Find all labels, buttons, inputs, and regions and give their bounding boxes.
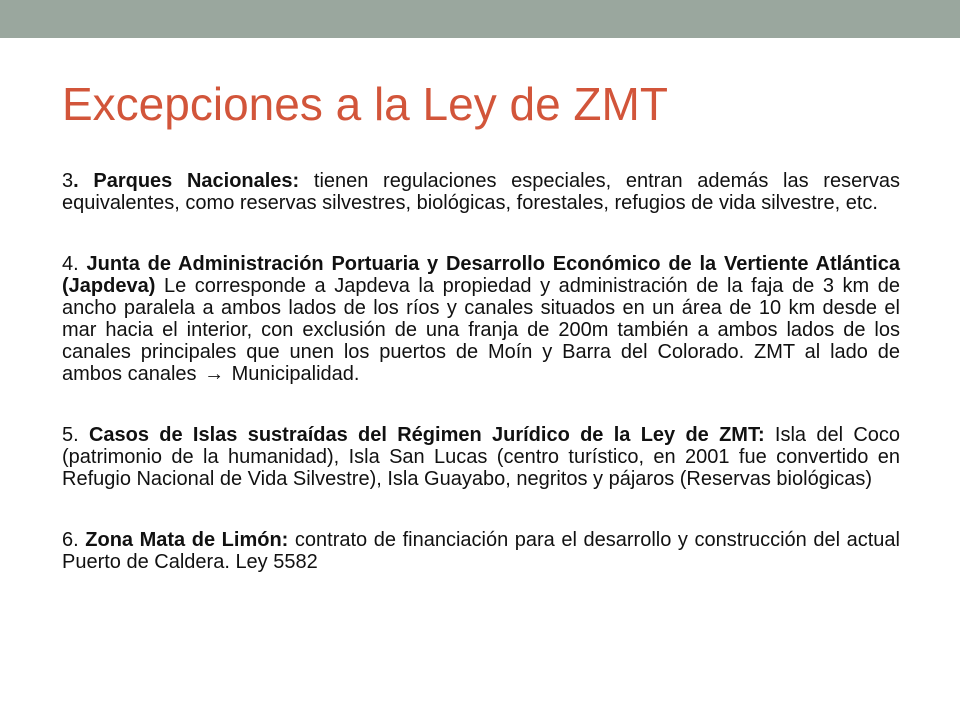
paragraph-text: Isla del Coco (patrimonio de la humanidad), Isla San Lucas (centro turístico, en 2001 fue convertido en Refugio Nacional de Vida Silvestre), Isla Guayabo, negritos y pájaros (Reservas biológicas): [62, 424, 901, 490]
paragraph-number: 6.: [62, 529, 79, 551]
paragraph-heading: . Parques Nacionales:: [73, 170, 300, 192]
paragraph-heading: Casos de Islas sustraídas del Régimen Jurídico de la Ley de ZMT:: [78, 424, 765, 446]
paragraph-parques-nacionales: [62, 170, 900, 214]
paragraph-number: 4.: [62, 253, 79, 275]
slide-title: Excepciones a la Ley de ZMT: [62, 78, 668, 130]
paragraph-text: tienen regulaciones especiales, entran además las reservas equivalentes, como reservas silvestres, biológicas, forestales, refugios de vida silvestre, etc.: [62, 170, 900, 214]
paragraph-text: contrato de financiación para el desarrollo y construcción del actual Puerto de Caldera. Ley 5582: [62, 529, 900, 573]
paragraph-heading: Zona Mata de Limón:: [78, 529, 289, 551]
right-arrow-icon: →: [204, 363, 225, 385]
paragraph-mata-de-limon: [62, 529, 900, 573]
paragraph-number: 5.: [62, 424, 79, 446]
paragraph-heading: Junta de Administración Portuaria y Desarrollo Económico de la Vertiente Atlántica (Japdeva): [62, 253, 900, 297]
slide-body: [62, 170, 900, 573]
paragraph-text-after: Municipalidad.: [226, 363, 360, 385]
paragraph-japdeva: [62, 253, 900, 385]
paragraph-number: 3: [62, 170, 74, 192]
top-accent-bar: [0, 0, 960, 38]
paragraph-islas: [62, 424, 900, 490]
paragraph-text: Le corresponde a Japdeva la propiedad y administración de la faja de 3 km de ancho paralela a ambos lados de los ríos y canales situados en un área de 10 km desde el mar hacia el interior, con exclusión de una franja de 200m también a ambos lados de los canales principales que unen los puertos de Moín y Barra del Colorado. ZMT al lado de ambos canales: [62, 275, 900, 385]
